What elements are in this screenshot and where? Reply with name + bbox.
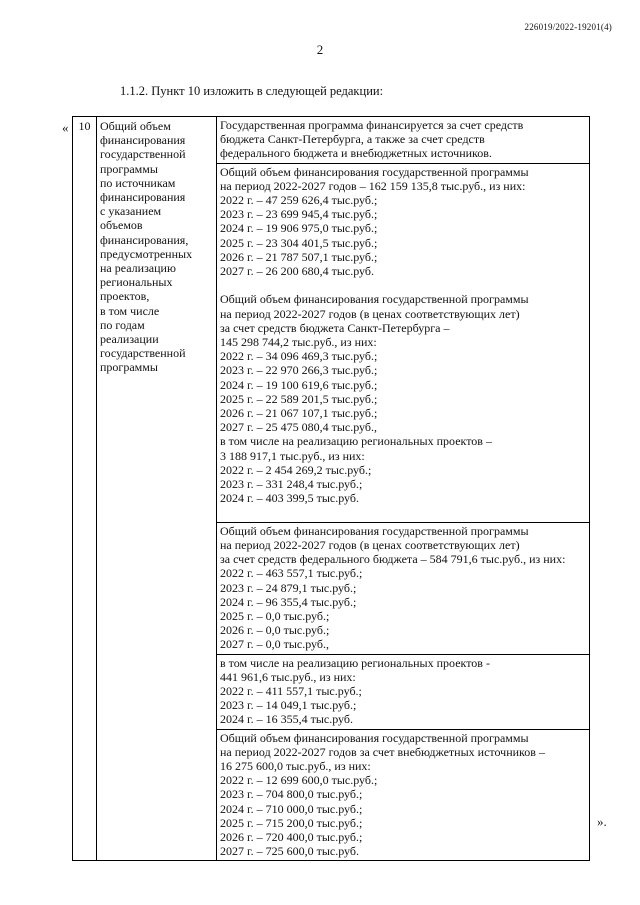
content-block — [217, 729, 589, 861]
content-line: Государственная программа финансируется за счет средств — [220, 118, 524, 132]
row-name-line: государственной — [100, 346, 186, 361]
row-name-line: по годам — [100, 317, 145, 332]
row-name-line: объемов — [100, 218, 143, 233]
content-line: на период 2022-2027 годов – 162 159 135,8 тыс.руб., из них: — [220, 178, 526, 193]
row-name-line: по источникам — [100, 175, 176, 190]
content-line: 2024 г. – 19 906 975,0 тыс.руб.; — [220, 221, 378, 236]
content-line: на период 2022-2027 годов за счет внебюджетных источников – — [220, 744, 545, 759]
content-line: на период 2022-2027 годов (в ценах соответствующих лет) — [220, 306, 520, 321]
content-line: 2026 г. – 720 400,0 тыс.руб.; — [220, 829, 363, 844]
content-line: федерального бюджета и внебюджетных источников. — [220, 146, 492, 161]
content-line: 2024 г. – 403 399,5 тыс.руб. — [220, 491, 359, 506]
amendment-intro: 1.1.2. Пункт 10 изложить в следующей редакции: — [120, 84, 384, 98]
content-line: 2026 г. – 21 787 507,1 тыс.руб.; — [220, 249, 378, 264]
content-line: 2023 г. – 331 248,4 тыс.руб.; — [220, 477, 363, 492]
content-line: 145 298 744,2 тыс.руб., из них: — [220, 335, 377, 350]
content-line: 2023 г. – 22 970 266,3 тыс.руб.; — [220, 363, 378, 378]
content-line: Общий объем финансирования государственной программы — [220, 730, 529, 745]
content-line: 2026 г. – 21 067 107,1 тыс.руб.; — [220, 406, 378, 421]
content-line: 2022 г. – 47 259 626,4 тыс.руб.; — [220, 193, 378, 208]
row-content — [217, 117, 590, 861]
content-line: 2027 г. – 25 475 080,4 тыс.руб., — [220, 420, 377, 435]
content-line: 3 188 917,1 тыс.руб., из них: — [220, 448, 365, 463]
page-number: 2 — [316, 42, 324, 57]
content-line: 2025 г. – 23 304 401,5 тыс.руб.; — [220, 235, 378, 250]
row-name-line: на реализацию — [100, 261, 176, 276]
content-line: 2024 г. – 16 355,4 тыс.руб. — [220, 712, 353, 727]
row-name-line: предусмотренных — [100, 246, 193, 261]
row-number: 10 — [73, 117, 97, 861]
content-line: на период 2022-2027 годов (в ценах соответствующих лет) — [220, 537, 520, 552]
content-line: Общий объем финансирования государственной программы — [220, 292, 529, 307]
content-line: 2022 г. – 411 557,1 тыс.руб.; — [220, 683, 362, 698]
content-line: 2025 г. – 715 200,0 тыс.руб.; — [220, 815, 363, 830]
content-block — [217, 163, 589, 522]
row-name-line: финансирования — [100, 190, 186, 205]
content-line: 2022 г. – 34 096 469,3 тыс.руб.; — [220, 349, 378, 364]
content-line: 2026 г. – 0,0 тыс.руб.; — [220, 623, 330, 638]
content-line — [220, 278, 587, 292]
content-line: 2024 г. – 96 355,4 тыс.руб.; — [220, 594, 357, 609]
content-line: 2022 г. – 12 699 600,0 тыс.руб.; — [220, 773, 378, 788]
content-line: в том числе на реализацию региональных проектов - — [220, 655, 490, 670]
content-line: 2023 г. – 14 049,1 тыс.руб.; — [220, 698, 357, 713]
content-line: 2027 г. – 725 600,0 тыс.руб. — [220, 844, 359, 859]
content-block — [217, 117, 589, 163]
content-line: 2027 г. – 26 200 680,4 тыс.руб. — [220, 264, 374, 279]
content-line: Общий объем финансирования государственной программы — [220, 164, 529, 179]
content-line: 2027 г. – 0,0 тыс.руб., — [220, 637, 329, 652]
content-line: за счет средств федерального бюджета – 584 791,6 тыс.руб., из них: — [220, 552, 566, 567]
financing-table — [72, 116, 590, 861]
content-line: 2023 г. – 23 699 945,4 тыс.руб.; — [220, 207, 378, 222]
table-row — [73, 117, 590, 861]
content-block — [217, 522, 589, 654]
content-line: 16 275 600,0 тыс.руб., из них: — [220, 758, 371, 773]
content-line: в том числе на реализацию региональных проектов – — [220, 434, 492, 449]
row-name-line: проектов, — [100, 289, 150, 304]
row-name-line: в том числе — [100, 303, 160, 318]
content-line: 2022 г. – 2 454 269,2 тыс.руб.; — [220, 462, 372, 477]
row-name-line: государственной — [100, 147, 186, 162]
content-line: 2024 г. – 710 000,0 тыс.руб.; — [220, 801, 363, 816]
row-name-line: с указанием — [100, 204, 162, 219]
row-name — [97, 117, 217, 861]
row-name-line: реализации — [100, 332, 159, 347]
content-line: 2023 г. – 24 879,1 тыс.руб.; — [220, 580, 357, 595]
row-name-line: Общий объем — [100, 119, 171, 133]
content-line: 2025 г. – 22 589 201,5 тыс.руб.; — [220, 391, 378, 406]
content-line: за счет средств бюджета Санкт-Петербурга – — [220, 320, 450, 335]
content-line: 441 961,6 тыс.руб., из них: — [220, 669, 356, 684]
content-line: Общий объем финансирования государственной программы — [220, 523, 529, 538]
content-line: 2023 г. – 704 800,0 тыс.руб.; — [220, 787, 363, 802]
content-line: бюджета Санкт-Петербурга, а также за счет средств — [220, 132, 485, 147]
quote-close: ». — [597, 814, 607, 829]
content-line: 2025 г. – 0,0 тыс.руб.; — [220, 608, 330, 623]
content-line — [220, 505, 587, 519]
quote-open: « — [62, 120, 69, 135]
row-name-line: программы — [100, 360, 158, 375]
document-number: 226019/2022-19201(4) — [524, 22, 612, 32]
content-line: 2024 г. – 19 100 619,6 тыс.руб.; — [220, 377, 378, 392]
row-name-line: программы — [100, 161, 158, 176]
row-name-line: финансирования — [100, 133, 186, 148]
row-name-line: региональных — [100, 275, 173, 290]
content-block — [217, 654, 589, 729]
row-name-line: финансирования, — [100, 232, 189, 247]
content-line: 2022 г. – 463 557,1 тыс.руб.; — [220, 566, 363, 581]
